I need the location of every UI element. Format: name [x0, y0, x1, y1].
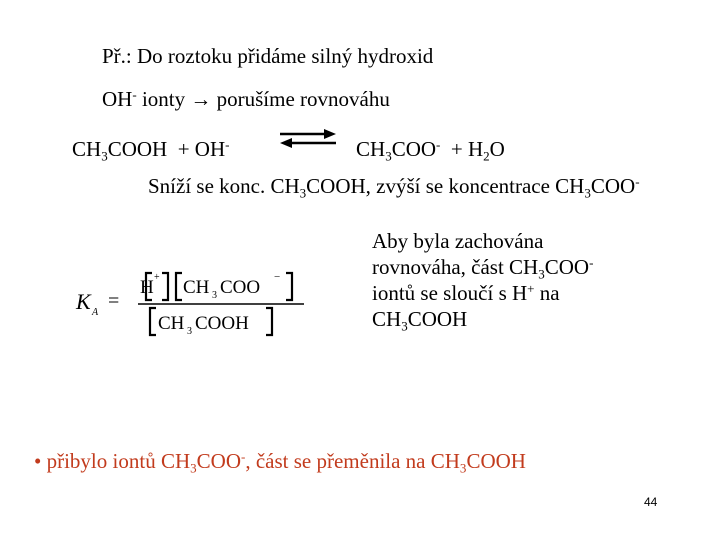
hydroxide-line-rest: ionty → porušíme rovnováhu: [136, 87, 390, 111]
equals-sign: =: [108, 290, 120, 312]
denominator: [150, 308, 272, 337]
note-line-3: [372, 280, 632, 306]
num-coo: COO: [220, 277, 261, 298]
bullet-sub2: 3: [459, 460, 467, 476]
hydroxide-line: [102, 87, 390, 111]
note-l3a: iontů se sloučí s H: [372, 281, 528, 305]
eq-right-coo: COO: [391, 137, 437, 161]
intro-line: Př.: Do roztoku přidáme silný hydroxid: [102, 44, 434, 68]
eq-left-sup: -: [225, 136, 230, 152]
note-l2-sup: -: [589, 254, 594, 270]
numerator: [140, 271, 292, 301]
num-h: H: [140, 277, 154, 298]
note-l4a: CH: [372, 307, 402, 331]
num-h-charge: +: [154, 272, 160, 283]
k-subscript: A: [92, 307, 99, 318]
concentration-line: [148, 173, 640, 201]
note-l3-sup: +: [527, 280, 535, 296]
conc-a: Sníží se konc. CH: [148, 174, 300, 198]
oh-text: OH: [102, 87, 133, 111]
explanation-note: [372, 228, 632, 332]
note-l2-sub: 3: [538, 266, 545, 282]
k-symbol: K: [76, 289, 91, 314]
bullet-b: COO: [196, 449, 241, 473]
note-line-4: [372, 306, 632, 332]
num-ch: CH: [183, 277, 210, 298]
den-ch: CH: [158, 313, 185, 334]
eq-right-o: O: [489, 137, 505, 161]
eq-right-sub: 3: [385, 148, 392, 164]
equilibrium-arrows-icon: [278, 128, 338, 150]
den-sub: 3: [187, 326, 192, 337]
equation-right: [356, 136, 505, 164]
conc-sub: 3: [299, 185, 307, 201]
equilibrium-constant-formula: [68, 262, 318, 342]
conc-c: COO: [590, 174, 636, 198]
page-number: 44: [644, 495, 658, 509]
eq-left-cooh: COOH + OH: [107, 137, 226, 161]
note-l2b: COO: [544, 255, 590, 279]
eq-right-plus: + H: [440, 137, 484, 161]
eq-left-ch: CH: [72, 137, 102, 161]
eq-left-sub: 3: [101, 148, 108, 164]
note-l4b: COOH: [407, 307, 468, 331]
bullet-d: COOH: [466, 449, 526, 473]
den-cooh: COOH: [195, 313, 249, 334]
bullet-a: přibylo iontů CH: [41, 449, 191, 473]
summary-bullet: [34, 448, 526, 476]
eq-right-sup: -: [436, 136, 441, 152]
bullet-sub: 3: [190, 460, 197, 476]
conc-sup: -: [635, 173, 640, 189]
bullet-dot-icon: •: [34, 449, 42, 473]
conc-sub2: 3: [584, 185, 591, 201]
bullet-c: , část se přeměnila na CH: [245, 449, 460, 473]
note-line-1: Aby byla zachována: [372, 229, 544, 253]
note-l3b: na: [534, 281, 560, 305]
note-l4-sub: 3: [401, 318, 408, 334]
equation-left: [72, 136, 230, 164]
bullet-sup: -: [240, 448, 246, 464]
note-l2a: rovnováha, část CH: [372, 255, 539, 279]
eq-right-sub2: 2: [483, 148, 490, 164]
oh-charge: -: [132, 86, 137, 102]
conc-b: COOH, zvýší se koncentrace CH: [306, 174, 585, 198]
eq-right-ch: CH: [356, 137, 386, 161]
num-charge: −: [274, 271, 281, 283]
note-line-2: [372, 254, 632, 280]
num-sub: 3: [212, 290, 217, 301]
